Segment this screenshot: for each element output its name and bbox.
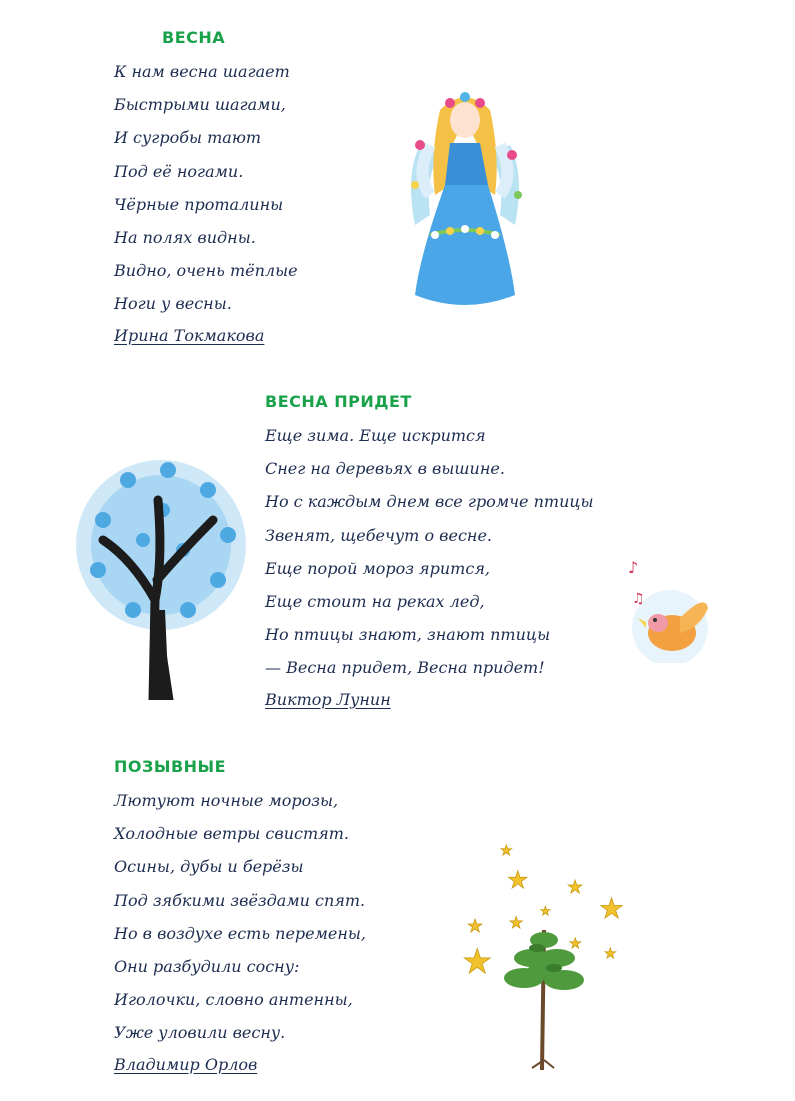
spring-maiden-illustration [400,85,530,325]
svg-text:★: ★ [540,904,551,918]
svg-text:★: ★ [509,913,524,932]
poem-line: Но с каждым днем все громче птицы [265,492,594,512]
singing-bird-illustration [620,548,715,663]
svg-text:★: ★ [462,942,493,982]
poem-line: Под её ногами. [114,161,244,181]
poem-vesna-pridet [265,391,594,715]
poem-line: И сугробы тают [114,128,262,148]
poem-title: ВЕСНА ПРИДЕТ [265,392,412,411]
poem-line: Быстрыми шагами, [114,95,286,115]
poem-line: К нам весна шагает [114,62,290,81]
poem-author: Ирина Токмакова [114,325,265,345]
svg-text:♫: ♫ [632,591,645,607]
svg-text:★: ★ [567,877,584,898]
poem-line: Снег на деревьях в вышине. [265,459,505,479]
poem-title: ПОЗЫВНЫЕ [114,757,227,776]
poem-line: Ноги у весны. [114,294,232,314]
poem-pozyvnye [114,756,366,1080]
svg-text:★: ★ [500,843,513,859]
poem-line: Видно, очень тёплые [114,261,298,281]
poem-line: Лютуют ночные морозы, [114,791,339,810]
poem-line: Они разбудили сосну: [114,956,300,976]
poem-line: Звенят, щебечут о весне. [265,525,492,545]
svg-text:★: ★ [507,866,529,894]
poem-author: Владимир Орлов [114,1054,258,1074]
svg-text:★: ★ [467,916,484,937]
poem-line: Еще зима. Еще искрится [265,426,486,445]
poem-line: Холодные ветры свистят. [114,824,349,844]
svg-text:★: ★ [569,936,582,952]
poem-line: Уже уловили весну. [114,1023,286,1043]
poem-title: ВЕСНА [162,28,226,47]
svg-text:♪: ♪ [628,558,639,577]
svg-text:★: ★ [599,892,625,925]
pine-stars-illustration [462,840,637,1070]
poem-line: Еще порой мороз ярится, [265,558,490,578]
poem-line: Чёрные проталины [114,194,284,214]
poem-line: — Весна придет, Весна придет! [265,658,545,678]
snowy-tree-illustration [73,450,248,700]
poem-line: Еще стоит на реках лед, [265,591,485,611]
poem-author: Виктор Лунин [265,689,391,709]
poem-line: Иголочки, словно антенны, [114,990,353,1010]
poem-line: На полях видны. [114,227,256,247]
poem-line: Осины, дубы и берёзы [114,857,304,877]
svg-text:★: ★ [604,946,617,962]
poem-line: Но птицы знают, знают птицы [265,625,551,645]
poem-line: Под зябкими звёздами спят. [114,890,366,910]
poem-line: Но в воздухе есть перемены, [114,923,367,943]
poem-vesna [114,27,298,351]
